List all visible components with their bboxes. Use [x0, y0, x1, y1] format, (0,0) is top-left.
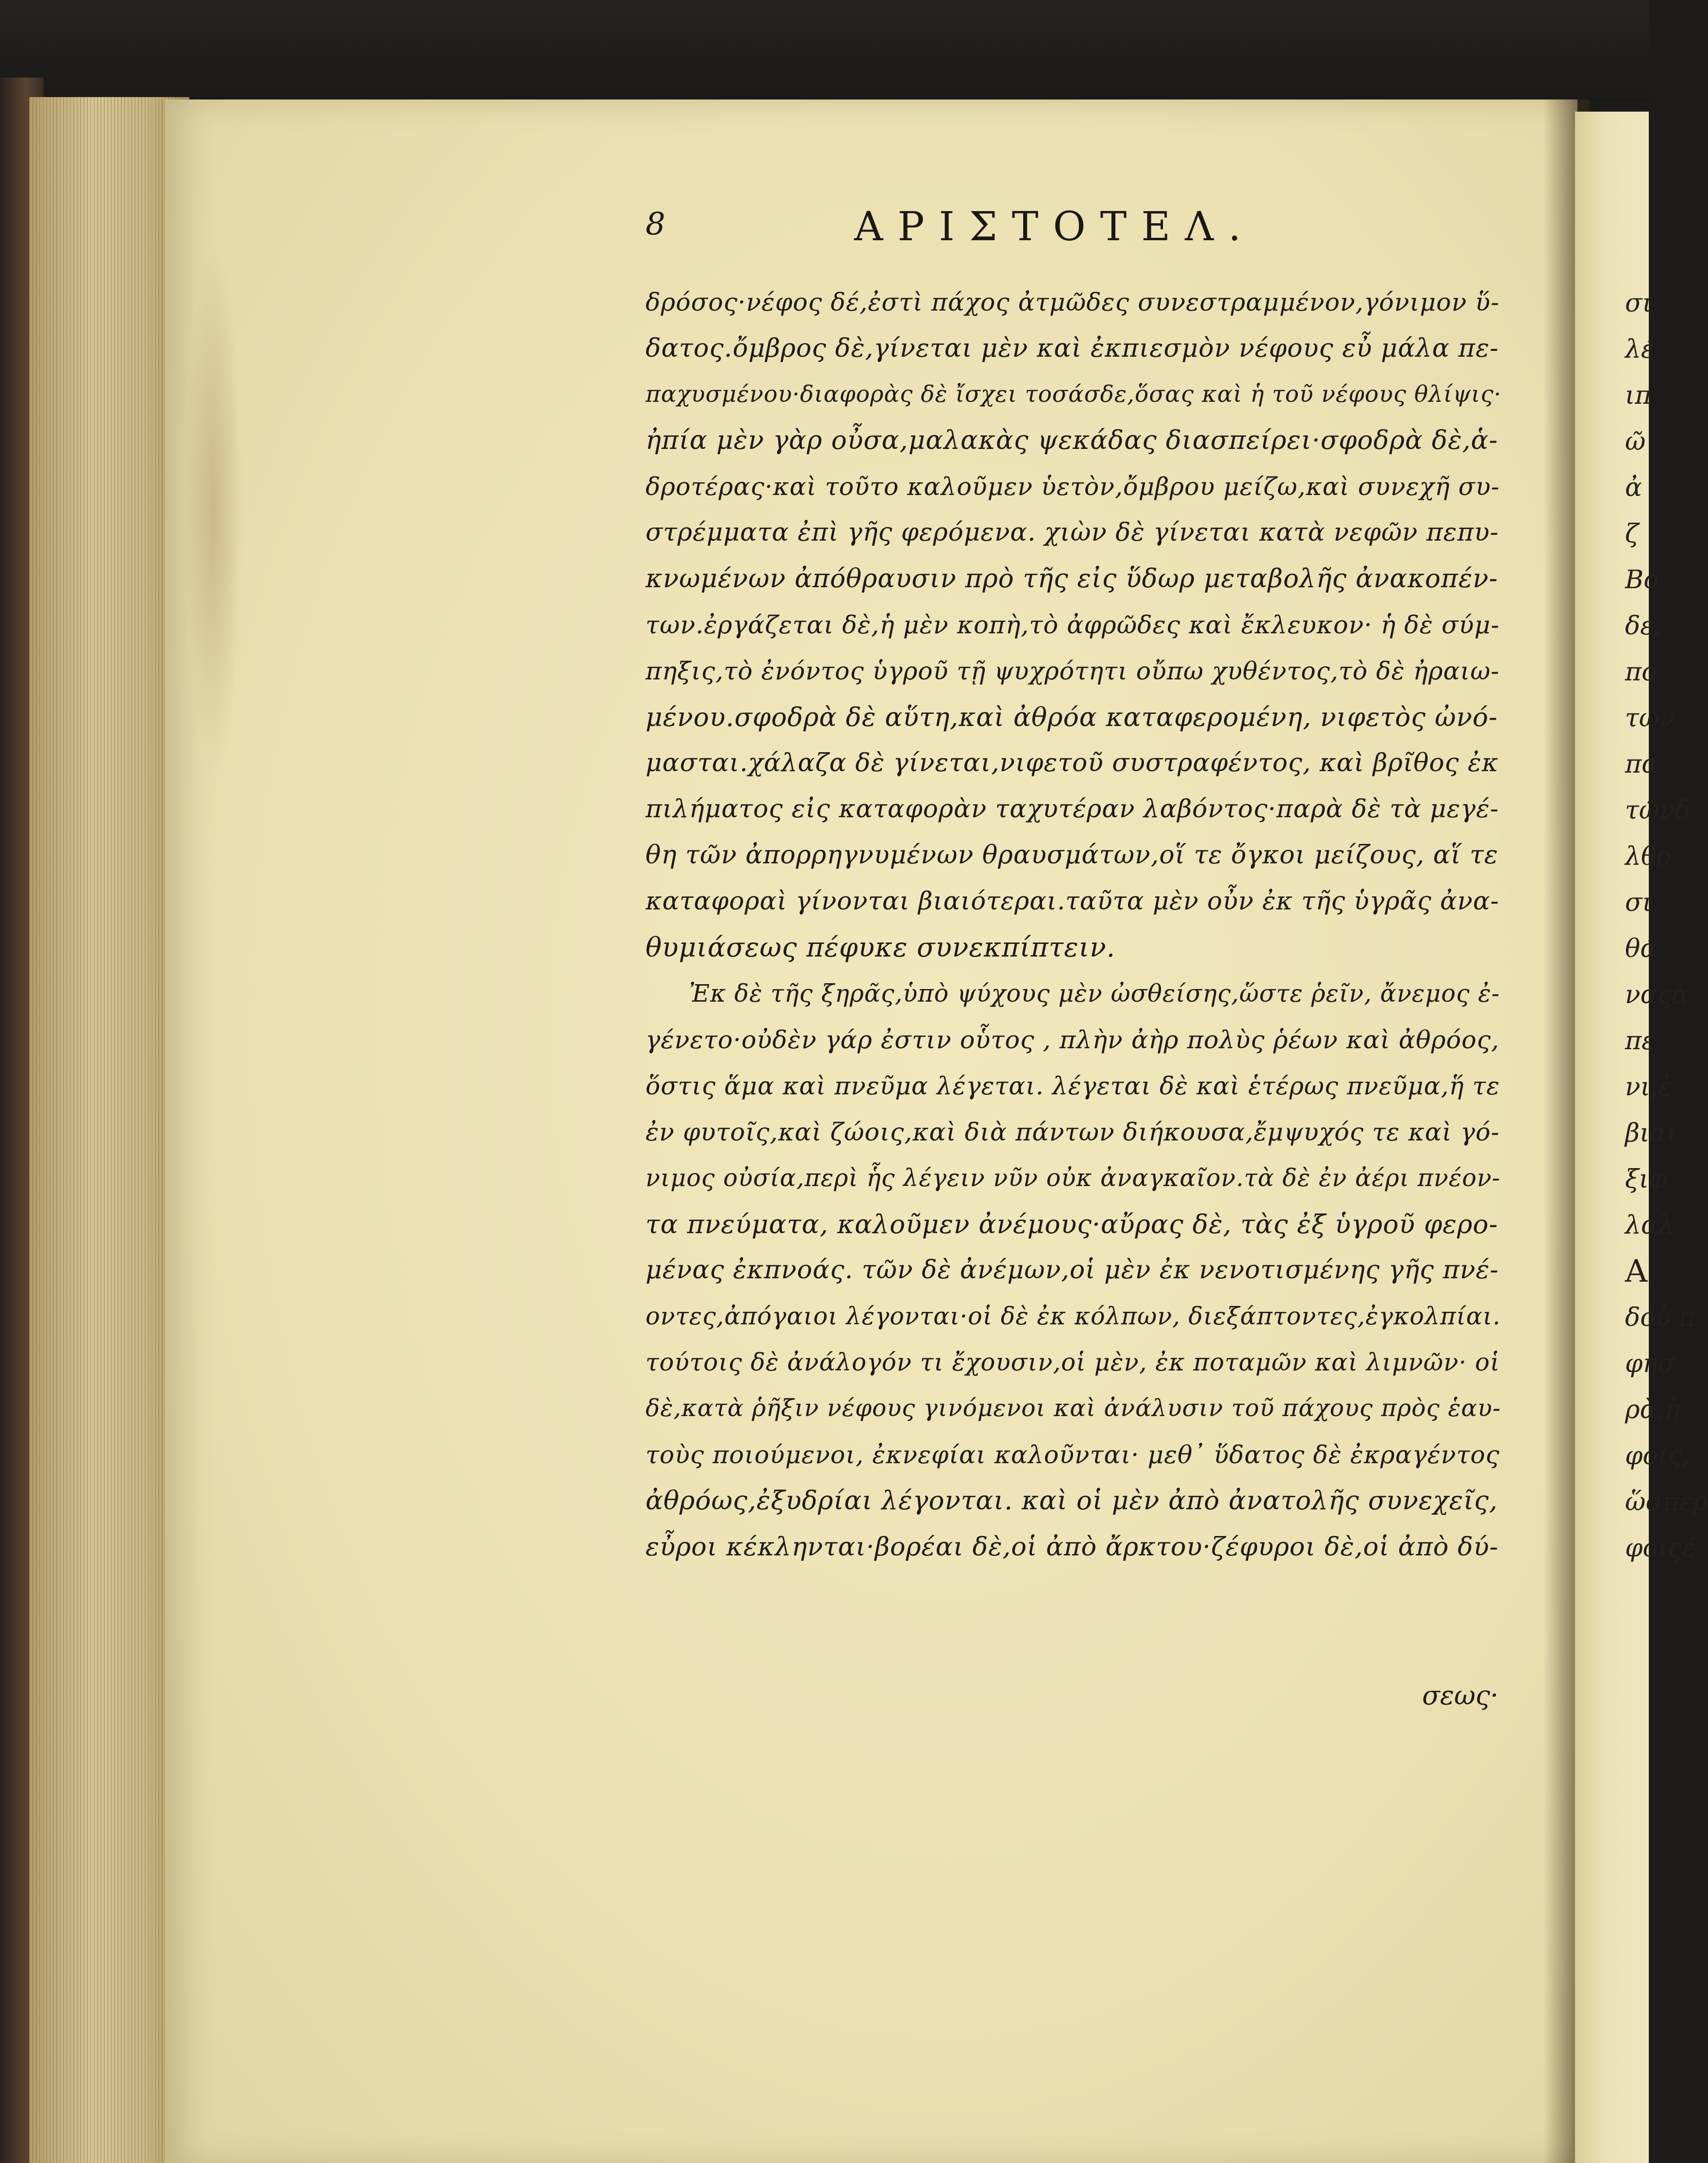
facing-page-fragment: βιαι [1625, 1119, 1676, 1148]
text-line: εὖροι κέκληνται·βορέαι δὲ,οἱ ἀπὸ ἄρκτου·ζέφυροι δὲ,οἱ ἀπὸ δύ- [646, 1532, 1499, 1562]
catchword: σεως· [1422, 1680, 1499, 1711]
facing-page-fragment: Α [1625, 1254, 1648, 1289]
text-line: ἐν φυτοῖς,καὶ ζώοις,καὶ διὰ πάντων διήκουσα,ἔμψυχός τε καὶ γό- [646, 1118, 1500, 1146]
text-line: μένου.σφοδρὰ δὲ αὕτη,καὶ ἀθρόα καταφερομένη, νιφετὸς ὠνό- [646, 702, 1498, 732]
main-text-block [646, 279, 1502, 1570]
facing-page-fragment: λθο [1625, 842, 1672, 871]
text-line: των.ἐργάζεται δὲ,ἡ μὲν κοπὴ,τὸ ἀφρῶδες καὶ ἔκλευκον· ἡ δὲ σύμ- [646, 611, 1500, 639]
text-line: νιμος οὐσία,περὶ ἧς λέγειν νῦν οὐκ ἀναγκαῖον.τὰ δὲ ἐν ἀέρι πνέον- [646, 1164, 1501, 1192]
text-line: ὅστις ἅμα καὶ πνεῦμα λέγεται. λέγεται δὲ καὶ ἑτέρως πνεῦμα,ἥ τε [646, 1072, 1500, 1100]
facing-page-fragment: πε [1625, 1026, 1656, 1056]
facing-page-fragment: πα [1625, 750, 1659, 779]
text-line: οντες,ἀπόγαιοι λέγονται·οἱ δὲ ἐκ κόλπων, διεξάπτοντες,ἐγκολπίαι. [646, 1302, 1501, 1330]
text-line: Ἐκ δὲ τῆς ξηρᾶς,ὑπὸ ψύχους μὲν ὠσθείσης,ὥστε ῥεῖν, ἄνεμος ἐ- [689, 979, 1500, 1007]
text-line: καταφοραὶ γίνονται βιαιότεραι.ταῦτα μὲν οὖν ἐκ τῆς ὑγρᾶς ἀνα- [646, 887, 1499, 916]
text-line: στρέμματα ἐπὶ γῆς φερόμενα. χιὼν δὲ γίνεται κατὰ νεφῶν πεπυ- [646, 518, 1499, 547]
facing-page-fragment: τῶνδ [1625, 796, 1691, 825]
facing-page-fragment: των [1625, 704, 1675, 733]
text-line: πηξις,τὸ ἐνόντος ὑγροῦ τῇ ψυχρότητι οὔπω χυθέντος,τὸ δὲ ἠραιω- [646, 657, 1500, 685]
background [0, 0, 1649, 102]
facing-page-fragment: ῶ [1625, 427, 1646, 456]
text-line: ἀθρόως,ἐξυδρίαι λέγονται. καὶ οἱ μὲν ἀπὸ ἀνατολῆς συνεχεῖς, [646, 1486, 1498, 1516]
facing-page-fragment: νι,ἐ [1625, 1073, 1672, 1102]
text-line: τα πνεύματα, καλοῦμεν ἀνέμους·αὔρας δὲ, τὰς ἐξ ὑγροῦ φερο- [646, 1209, 1498, 1239]
facing-page-fragment: λέ [1625, 335, 1655, 364]
facing-page-fragment: Βο [1625, 565, 1659, 594]
facing-page-fragment: ιπ [1625, 381, 1652, 410]
facing-page-fragment: δοὐ π [1625, 1303, 1695, 1332]
text-line: δροτέρας·καὶ τοῦτο καλοῦμεν ὑετὸν,ὄμβρου μείζω,καὶ συνεχῆ συ- [646, 472, 1500, 501]
page-stain [184, 243, 243, 776]
text-line: τοὺς ποιούμενοι, ἐκνεφίαι καλοῦνται· μεθ᾽ ὕδατος δὲ ἐκραγέντος [646, 1440, 1500, 1469]
facing-page-fragment: ρὰ,ἡ [1625, 1395, 1680, 1424]
page-number: 8 [646, 206, 665, 242]
facing-page-text [1625, 281, 1708, 1571]
text-line: θυμιάσεως πέφυκε συνεκπίπτειν. [646, 932, 1116, 963]
facing-page-fragment: σι [1625, 289, 1652, 318]
facing-page-fragment: ναςὰ [1625, 980, 1689, 1009]
text-line: θη τῶν ἀπορρηγνυμένων θραυσμάτων,οἵ τε ὄγκοι μείζους, αἵ τε [646, 841, 1498, 870]
facing-page-fragment: λαλ [1625, 1211, 1675, 1240]
facing-page-fragment: δε, [1625, 611, 1662, 641]
facing-page-fragment: φοιςέ [1625, 1534, 1696, 1563]
text-line: πιλήματος εἰς καταφορὰν ταχυτέραν λαβόντος·παρὰ δὲ τὰ μεγέ- [646, 794, 1499, 824]
running-title: ΑΡΙΣΤΟΤΕΛ. [854, 204, 1256, 250]
text-line: κνωμένων ἀπόθραυσιν πρὸ τῆς εἰς ὕδωρ μεταβολῆς ἀνακοπέν- [646, 563, 1498, 594]
facing-page-fragment: ὥσπερ [1625, 1487, 1708, 1517]
text-line: παχυσμένου·διαφορὰς δὲ ἴσχει τοσάσδε,ὅσας καὶ ἡ τοῦ νέφους θλίψις· [646, 381, 1502, 408]
text-line: μένας ἐκπνοάς. τῶν δὲ ἀνέμων,οἱ μὲν ἐκ νενοτισμένης γῆς πνέ- [646, 1255, 1499, 1285]
text-line: μασται.χάλαζα δὲ γίνεται,νιφετοῦ συστραφέντος, καὶ βρῖθος ἐκ [646, 748, 1499, 777]
text-line: ἠπία μὲν γὰρ οὖσα,μαλακὰς ψεκάδας διασπείρει·σφοδρὰ δὲ,ἁ- [646, 425, 1498, 455]
text-line: τούτοις δὲ ἀνάλογόν τι ἔχουσιν,οἱ μὲν, ἐκ ποταμῶν καὶ λιμνῶν· οἱ [646, 1348, 1500, 1376]
facing-page-fragment: ξιφ [1625, 1165, 1667, 1194]
facing-page-fragment: φοις, [1625, 1441, 1690, 1470]
page-header [0, 206, 1649, 260]
facing-page-fragment: ζ [1625, 519, 1639, 548]
facing-page-fragment: πο [1625, 658, 1657, 687]
text-line: δὲ,κατὰ ῥῆξιν νέφους γινόμενοι καὶ ἀνάλυσιν τοῦ πάχους πρὸς ἑαυ- [646, 1395, 1501, 1422]
facing-page-fragment: ἀ [1625, 473, 1642, 502]
text-line: γένετο·οὐδὲν γάρ ἐστιν οὗτος , πλὴν ἀὴρ πολὺς ῥέων καὶ ἀθρόος, [646, 1025, 1500, 1054]
facing-page-fragment: σι [1625, 888, 1652, 917]
facing-page-fragment: θά [1625, 934, 1658, 963]
text-line: δρόσος·νέφος δέ,ἐστὶ πάχος ἀτμῶδες συνεστραμμένον,γόνιμον ὕ- [646, 288, 1500, 316]
facing-page-fragment: φησ [1625, 1349, 1675, 1378]
text-line: δατος.ὄμβρος δὲ,γίνεται μὲν καὶ ἐκπιεσμὸν νέφους εὖ μάλα πε- [646, 333, 1499, 363]
